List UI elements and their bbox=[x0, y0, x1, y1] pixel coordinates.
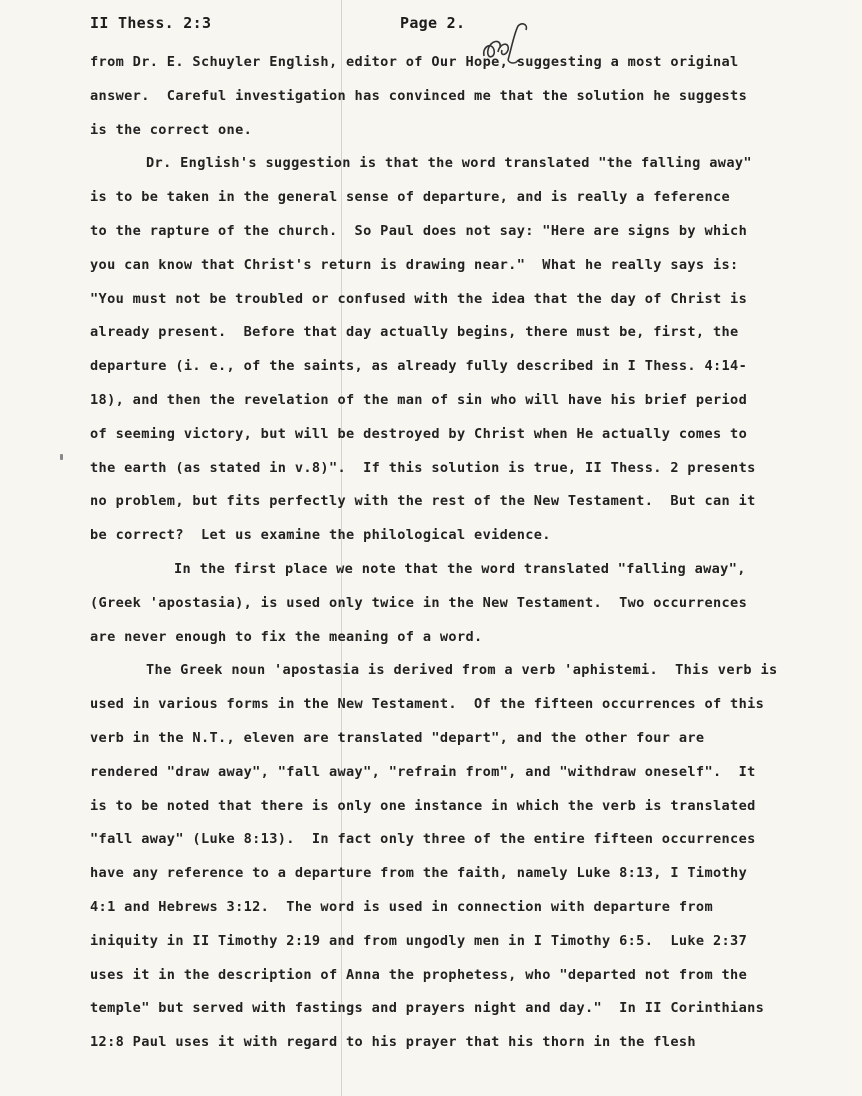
paragraph-start-line: Dr. English's suggestion is that the word translated "the falling away" bbox=[146, 155, 752, 172]
text-line: is to be noted that there is only one instance in which the verb is translated bbox=[90, 797, 756, 814]
paragraph-start-line: The Greek noun 'apostasia is derived from a verb 'aphistemi. This verb is bbox=[146, 662, 778, 679]
text-line: you can know that Christ's return is drawing near." What he really says is: bbox=[90, 256, 739, 273]
text-line: 12:8 Paul uses it with regard to his prayer that his thorn in the flesh bbox=[90, 1034, 696, 1051]
text-line: already present. Before that day actually begins, there must be, first, the bbox=[90, 324, 739, 341]
text-line: verb in the N.T., eleven are translated "depart", and the other four are bbox=[90, 729, 705, 746]
text-line: 4:1 and Hebrews 3:12. The word is used in connection with departure from bbox=[90, 898, 713, 915]
scripture-reference: II Thess. 2:3 bbox=[90, 14, 212, 32]
text-line: be correct? Let us examine the philological evidence. bbox=[90, 527, 551, 544]
text-line: of seeming victory, but will be destroyed by Christ when He actually comes to bbox=[90, 425, 748, 442]
text-line: iniquity in II Timothy 2:19 and from ungodly men in I Timothy 6:5. Luke 2:37 bbox=[90, 932, 748, 949]
stray-ink-mark bbox=[60, 454, 63, 460]
text-line: from Dr. E. Schuyler English, editor of Our Hope, suggesting a most original bbox=[90, 54, 739, 70]
text-line: is the correct one. bbox=[90, 121, 253, 138]
text-line: is to be taken in the general sense of departure, and is really a feference bbox=[90, 189, 731, 206]
text-line: answer. Careful investigation has convinced me that the solution he suggests bbox=[90, 87, 748, 104]
text-line: "fall away" (Luke 8:13). In fact only three of the entire fifteen occurrences bbox=[90, 831, 756, 848]
text-line: the earth (as stated in v.8)". If this solution is true, II Thess. 2 presents bbox=[90, 459, 756, 476]
text-line: to the rapture of the church. So Paul does not say: "Here are signs by which bbox=[90, 222, 748, 239]
body-text bbox=[90, 46, 790, 1060]
paragraph-start-line: In the first place we note that the word translated "falling away", bbox=[174, 560, 746, 577]
text-line: rendered "draw away", "fall away", "refrain from", and "withdraw oneself". It bbox=[90, 763, 756, 780]
text-line: are never enough to fix the meaning of a word. bbox=[90, 628, 483, 645]
text-line: 18), and then the revelation of the man of sin who will have his brief period bbox=[90, 391, 748, 408]
text-line: "You must not be troubled or confused with the idea that the day of Christ is bbox=[90, 290, 748, 307]
page-header bbox=[90, 14, 790, 44]
text-line: no problem, but fits perfectly with the rest of the New Testament. But can it bbox=[90, 493, 756, 510]
text-line: (Greek 'apostasia), is used only twice in the New Testament. Two occurrences bbox=[90, 594, 748, 611]
page-number: Page 2. bbox=[400, 14, 466, 32]
text-line: have any reference to a departure from the faith, namely Luke 8:13, I Timothy bbox=[90, 865, 748, 882]
text-line: departure (i. e., of the saints, as already fully described in I Thess. 4:14- bbox=[90, 358, 748, 375]
text-line: temple" but served with fastings and prayers night and day." In II Corinthians bbox=[90, 1000, 765, 1017]
text-line: uses it in the description of Anna the prophetess, who "departed not from the bbox=[90, 966, 748, 983]
text-line: used in various forms in the New Testament. Of the fifteen occurrences of this bbox=[90, 696, 765, 713]
